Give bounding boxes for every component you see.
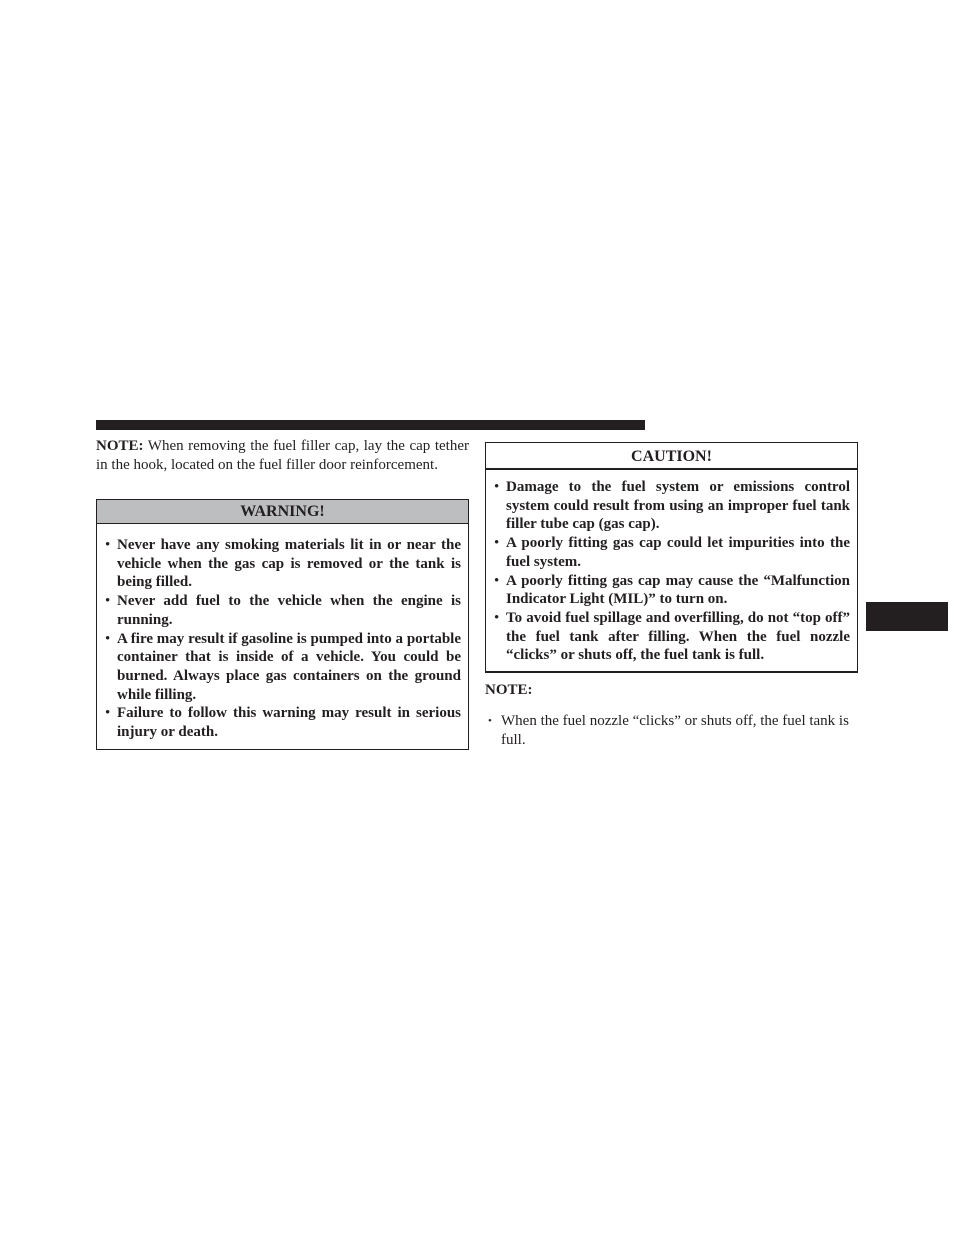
bullet-icon: •	[105, 705, 111, 722]
bullet-icon: •	[488, 715, 492, 728]
note-item: • When the fuel nozzle “clicks” or shuts off, the fuel tank is full.	[488, 713, 849, 749]
note-heading: NOTE:	[485, 682, 533, 699]
note-paragraph	[96, 437, 469, 475]
note-label: NOTE:	[96, 438, 144, 454]
chapter-tab	[866, 602, 948, 631]
warning-item: • Failure to follow this warning may result in serious injury or death.	[105, 705, 461, 741]
bullet-icon: •	[494, 479, 500, 495]
left-column	[96, 437, 469, 750]
caution-item: • To avoid fuel spillage and overfilling, do not “top off” the fuel tank after filling. When the fuel nozzle “clicks” or shuts off, the fuel tank is full.	[494, 609, 850, 664]
warning-list	[97, 524, 468, 749]
warning-item: • Never add fuel to the vehicle when the engine is running.	[105, 593, 461, 628]
bullet-icon: •	[105, 630, 111, 647]
caution-list	[486, 470, 857, 671]
note-text: When removing the fuel filler cap, lay the cap tether in the hook, located on the fuel filler door reinforcement.	[96, 438, 469, 473]
warning-item: • A fire may result if gasoline is pumped into a portable container that is inside of a vehicle. You could be burned. Always place gas containers on the ground while filling.	[105, 630, 461, 703]
caution-title: CAUTION!	[486, 443, 857, 470]
warning-item: • Never have any smoking materials lit in or near the vehicle when the gas cap is removed or the tank is being filled.	[105, 537, 461, 591]
bullet-icon: •	[494, 572, 500, 589]
caution-item: • A poorly fitting gas cap could let impurities into the fuel system.	[494, 535, 850, 570]
caution-item: • A poorly fitting gas cap may cause the “Malfunction Indicator Light (MIL)” to turn on.	[494, 572, 850, 608]
bullet-icon: •	[494, 535, 500, 552]
note-list	[485, 712, 858, 750]
bullet-icon: •	[105, 537, 111, 553]
bullet-icon: •	[494, 609, 500, 626]
header-rule	[96, 420, 645, 430]
right-column	[485, 442, 858, 750]
warning-title: WARNING!	[97, 500, 468, 524]
bullet-icon: •	[105, 593, 111, 610]
caution-box	[485, 442, 858, 673]
warning-box	[96, 499, 469, 750]
caution-item: • Damage to the fuel system or emissions control system could result from using an improper fuel tank filler tube cap (gas cap).	[494, 479, 850, 533]
